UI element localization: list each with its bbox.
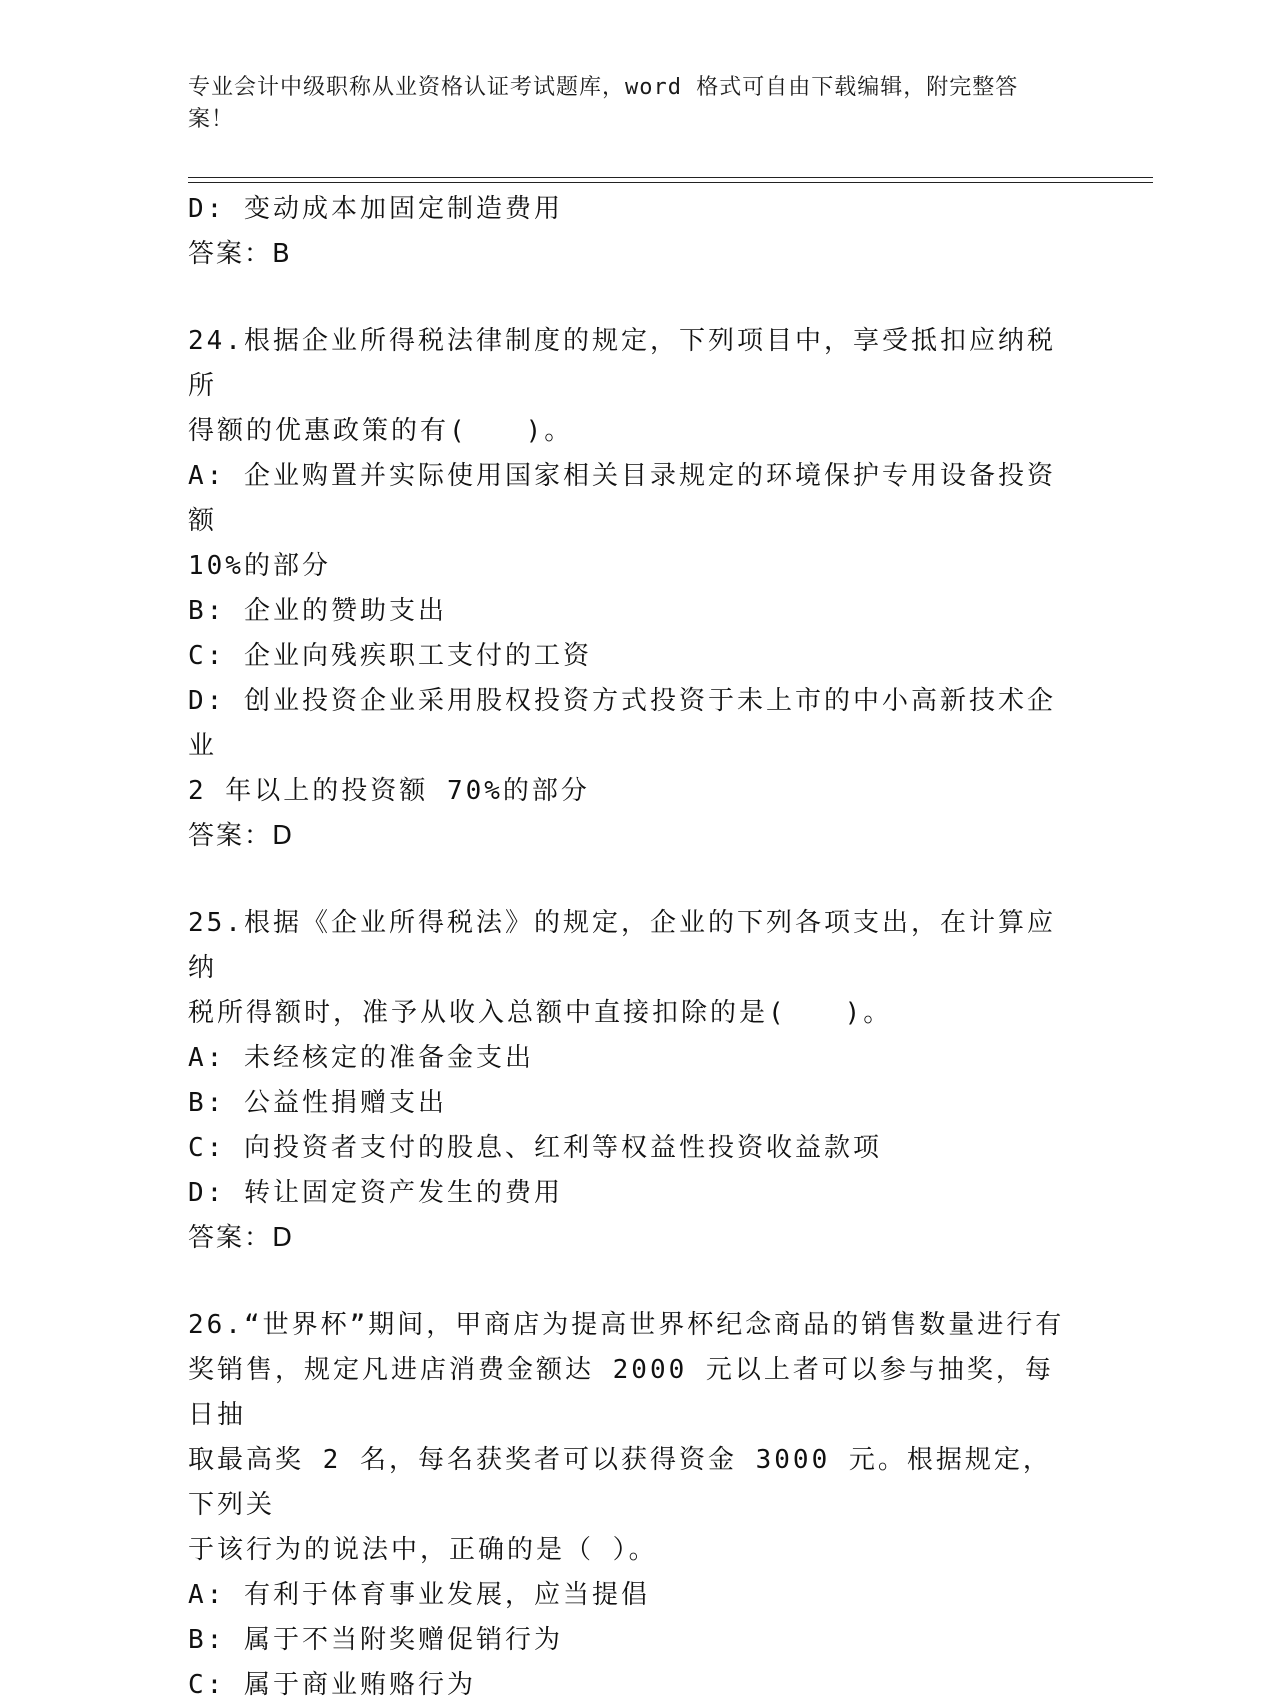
option-c: C: 向投资者支付的股息、红利等权益性投资收益款项 [188,1133,882,1163]
question-text [188,319,1078,454]
question-text [188,901,1078,1036]
question-text [188,1303,1078,1573]
answer-line: 答案：D [188,821,295,851]
question-25 [188,901,1078,1261]
question-text-line: 于该行为的说法中，正确的是（ ）。 [188,1535,658,1565]
option-c: C: 属于商业贿赂行为 [188,1670,476,1700]
option-d-line: D: 创业投资企业采用股权投资方式投资于未上市的中小高新技术企业 [188,686,1056,761]
option-d-line: 2 年以上的投资额 70%的部分 [188,776,590,806]
question-text-line: 奖销售，规定凡进店消费金额达 2000 元以上者可以参与抽奖，每日抽 [188,1355,1054,1430]
header-note-line-2: 案！ [188,107,235,132]
option-a-line: A: 企业购置并实际使用国家相关目录规定的环境保护专用设备投资额 [188,461,1056,536]
option-b: B: 企业的赞助支出 [188,596,447,626]
option-a [188,454,1078,589]
header-divider-bottom [188,182,1153,183]
document-body [188,187,1078,1708]
option-d: D: 变动成本加固定制造费用 [188,194,563,224]
header-note-line-1: 专业会计中级职称从业资格认证考试题库，word 格式可自由下载编辑，附完整答 [188,75,1019,100]
question-text-line: 24.根据企业所得税法律制度的规定，下列项目中，享受抵扣应纳税所 [188,326,1056,401]
option-a-line: 10%的部分 [188,551,331,581]
previous-question-tail [188,187,1078,277]
option-b: B: 公益性捐赠支出 [188,1088,447,1118]
question-text-line: 得额的优惠政策的有( )。 [188,416,574,446]
question-text-line: 25.根据《企业所得税法》的规定，企业的下列各项支出，在计算应纳 [188,908,1056,983]
option-a: A: 有利于体育事业发展，应当提倡 [188,1580,650,1610]
question-text-line: 税所得额时，准予从收入总额中直接扣除的是( )。 [188,998,893,1028]
option-c: C: 企业向残疾职工支付的工资 [188,641,592,671]
header-note [188,72,1068,136]
question-text-line: 取最高奖 2 名，每名获奖者可以获得资金 3000 元。根据规定，下列关 [188,1445,1052,1520]
question-24 [188,319,1078,859]
option-d: D: 转让固定资产发生的费用 [188,1178,563,1208]
option-a: A: 未经核定的准备金支出 [188,1043,534,1073]
answer-line: 答案：B [188,239,292,269]
header-divider-top [188,177,1153,178]
question-text-line: 26.“世界杯”期间，甲商店为提高世界杯纪念商品的销售数量进行有 [188,1310,1065,1340]
answer-line: 答案：D [188,1223,295,1253]
option-b: B: 属于不当附奖赠促销行为 [188,1625,563,1655]
option-d [188,679,1078,814]
question-26 [188,1303,1078,1708]
